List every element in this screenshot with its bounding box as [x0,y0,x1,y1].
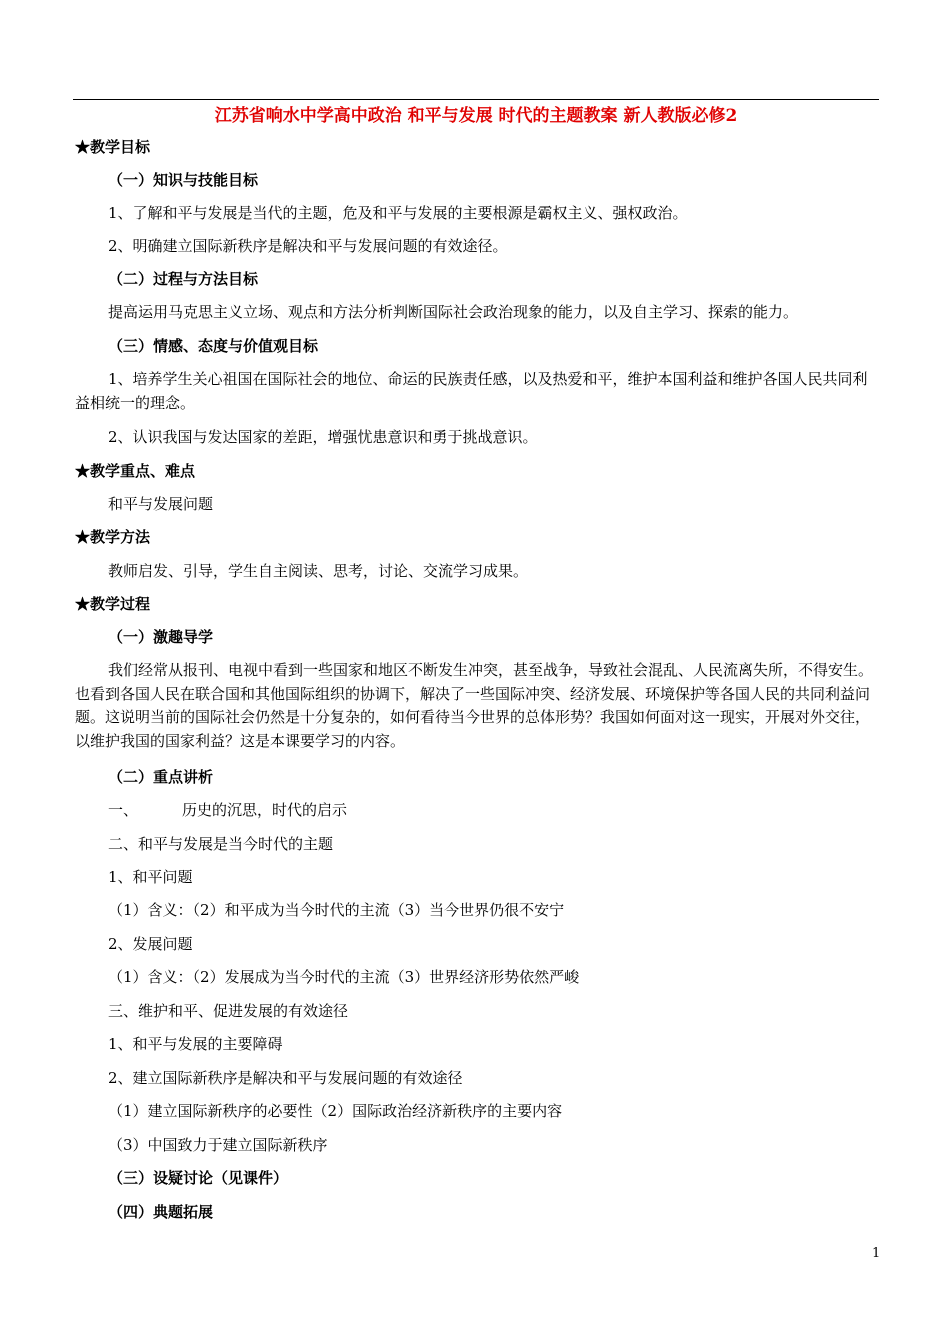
goal1-item-2: 2、明确建立国际新秩序是解决和平与发展问题的有效途径。 [108,237,508,255]
analysis-line: 1、和平问题 [108,868,193,886]
analysis-line: （3）中国致力于建立国际新秩序 [108,1136,328,1154]
analysis-line: 二、和平与发展是当今时代的主题 [108,835,334,853]
analysis-line: （1）含义：（2）和平成为当今时代的主流（3）当今世界仍很不安宁 [108,901,565,919]
goal2-text: 提高运用马克思主义立场、观点和方法分析判断国际社会政治现象的能力，以及自主学习、探索的能力。 [108,303,799,321]
subheading-process-method: （二）过程与方法目标 [108,270,259,288]
analysis-line: 三、维护和平、促进发展的有效途径 [108,1002,349,1020]
key-points-text: 和平与发展问题 [108,495,214,513]
subheading-key-analysis: （二）重点讲析 [108,768,214,786]
subheading-warmup: （一）激趣导学 [108,628,214,646]
warmup-paragraph: 我们经常从报刊、电视中看到一些国家和地区不断发生冲突，甚至战争，导致社会混乱、人民流离失所，不得安生。也看到各国人民在联合国和其他国际组织的协调下，解决了一些国际冲突、经济发展、环境保护等各国人民的共同利益问题。这说明当前的国际社会仍然是十分复杂的，如何看待当今世界的总体形势？我国如何面对这一现实，开展对外交往，以维护我国的国家利益？这是本课要学习的内容。 [75,661,874,750]
subheading-emotion-values: （三）情感、态度与价值观目标 [108,337,319,355]
method-text: 教师启发、引导，学生自主阅读、思考，讨论、交流学习成果。 [108,562,529,580]
goal1-item-1: 1、了解和平与发展是当代的主题，危及和平与发展的主要根源是霸权主义、强权政治。 [108,204,688,222]
heading-teaching-method: ★教学方法 [75,528,151,546]
goal3-item-1: 1、培养学生关心祖国在国际社会的地位、命运的民族责任感，以及热爱和平，维护本国利益和维护各国人民共同利益相统一的理念。 [75,370,868,412]
analysis-line: 1、和平与发展的主要障碍 [108,1035,283,1053]
header-rule [73,99,879,100]
heading-key-points: ★教学重点、难点 [75,462,196,480]
analysis-item-1-text: 历史的沉思，时代的启示 [182,801,348,819]
analysis-item-1-number: 一、 [108,801,139,819]
page-number: 1 [872,1246,881,1261]
heading-teaching-process: ★教学过程 [75,595,151,613]
analysis-line: （1）建立国际新秩序的必要性（2）国际政治经济新秩序的主要内容 [108,1102,563,1120]
subheading-discussion: （三）设疑讨论（见课件） [108,1169,289,1187]
subheading-knowledge-skills: （一）知识与技能目标 [108,171,259,189]
analysis-line: 2、发展问题 [108,935,193,953]
analysis-item-1 [108,800,347,820]
document-title: 江苏省响水中学高中政治 和平与发展 时代的主题教案 新人教版必修2 [214,106,738,126]
goal3-item-2: 2、认识我国与发达国家的差距，增强忧患意识和勇于挑战意识。 [108,428,538,446]
analysis-line: （1）含义：（2）发展成为当今时代的主流（3）世界经济形势依然严峻 [108,968,580,986]
analysis-line: 2、建立国际新秩序是解决和平与发展问题的有效途径 [108,1069,463,1087]
heading-teaching-goals: ★教学目标 [75,138,151,156]
subheading-extension: （四）典题拓展 [108,1203,214,1221]
